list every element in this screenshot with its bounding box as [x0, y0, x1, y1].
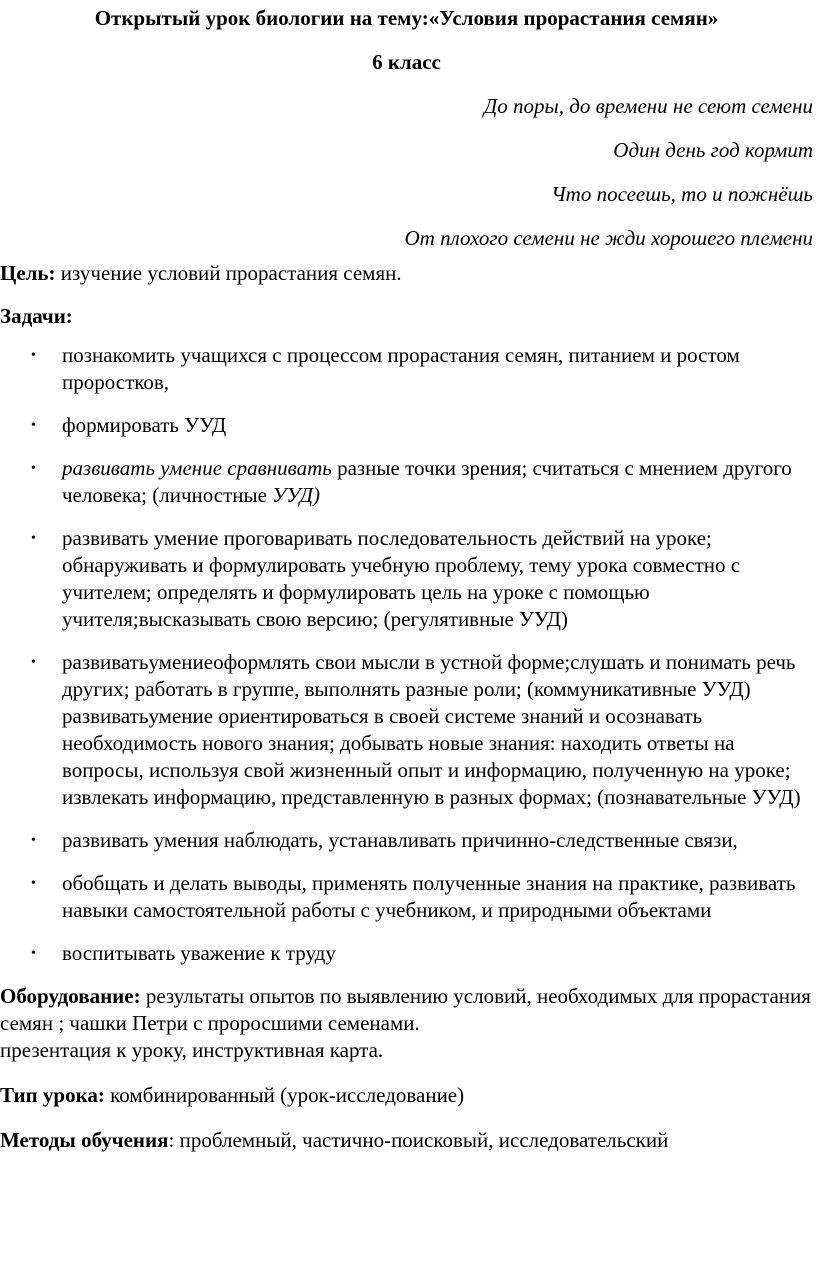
bullet-icon: • [31, 461, 36, 476]
tasks-heading: Задачи: [0, 304, 73, 328]
task-text: развиватьумениеоформлять свои мысли в устной форме;слушать и понимать речь других; работать в группе, выполнять разные роли; (коммуникативные УУД) развиватьумение ориентироваться в своей системе знаний и осознавать необходимость нового знания; добывать новые знания: находить ответы на вопросы, используя свой жизненный опыт и информацию, полученную на уроке; извлекать информацию, представленную в разных формах; (познавательные УУД) [62, 650, 801, 809]
task-text: формировать УУД [62, 413, 227, 437]
list-item [0, 455, 813, 509]
task-text-italic-end: УУД) [272, 483, 320, 507]
tasks-list [0, 342, 813, 967]
lesson-type-paragraph [0, 1082, 813, 1109]
list-item [0, 412, 813, 439]
goal-text: изучение условий прорастания семян. [55, 261, 402, 285]
equipment-label: Оборудование: [0, 984, 141, 1008]
lesson-type-text: комбинированный (урок-исследование) [104, 1083, 465, 1107]
epigraph-line: От плохого семени не жди хорошего племени [404, 226, 813, 250]
task-text: разные точки зрения; считаться с мнением другого человека; (личностные [62, 456, 792, 507]
task-text: развивать умение проговаривать последовательность действий на уроке; обнаруживать и формулировать учебную проблему, тему урока совместно с учителем; определять и формулировать цель на уроке с помощью учителя;высказывать свою версию; (регулятивные УУД) [62, 526, 741, 631]
epigraph-line: Что посеешь, то и пожнёшь [551, 182, 813, 206]
equipment-text-2: презентация к уроку, инструктивная карта. [0, 1038, 384, 1062]
methods-paragraph [0, 1127, 813, 1154]
task-text: развивать умения наблюдать, устанавливать причинно-следственные связи, [62, 828, 738, 852]
epigraph-line: До поры, до времени не сеют семени [483, 94, 813, 118]
list-item [0, 827, 813, 854]
epigraph-line: Один день год кормит [613, 138, 813, 162]
bullet-icon: • [31, 655, 36, 670]
equipment-text: результаты опытов по выявлению условий, необходимых для прорастания семян ; чашки Петри с проросшими семенами. [0, 984, 811, 1035]
goal-label: Цель: [0, 261, 56, 285]
task-text: познакомить учащихся с процессом прорастания семян, питанием и ростом проростков, [62, 343, 740, 394]
bullet-icon: • [31, 946, 36, 961]
task-text: воспитывать уважение к труду [62, 941, 336, 965]
methods-text: : проблемный, частично-поисковый, исследовательский [168, 1128, 669, 1152]
list-item [0, 525, 813, 633]
bullet-icon: • [31, 418, 36, 433]
task-text-italic: развивать умение сравнивать [62, 456, 332, 480]
task-text: обобщать и делать выводы, применять полученные знания на практике, развивать навыки самостоятельной работы с учебником, и природными объектами [62, 871, 796, 922]
bullet-icon: • [31, 833, 36, 848]
lesson-type-label: Тип урока: [0, 1083, 105, 1107]
grade-heading: 6 класс [372, 50, 441, 74]
list-item [0, 870, 813, 924]
epigraph-list [0, 93, 813, 252]
bullet-icon: • [31, 531, 36, 546]
list-item [0, 649, 813, 811]
list-item [0, 940, 813, 967]
bullet-icon: • [31, 348, 36, 363]
methods-label: Методы обучения [0, 1128, 169, 1152]
goal-paragraph [0, 260, 813, 287]
bullet-icon: • [31, 876, 36, 891]
page-title: Открытый урок биологии на тему:«Условия прорастания семян» [94, 6, 719, 30]
equipment-paragraph [0, 983, 813, 1064]
list-item [0, 342, 813, 396]
